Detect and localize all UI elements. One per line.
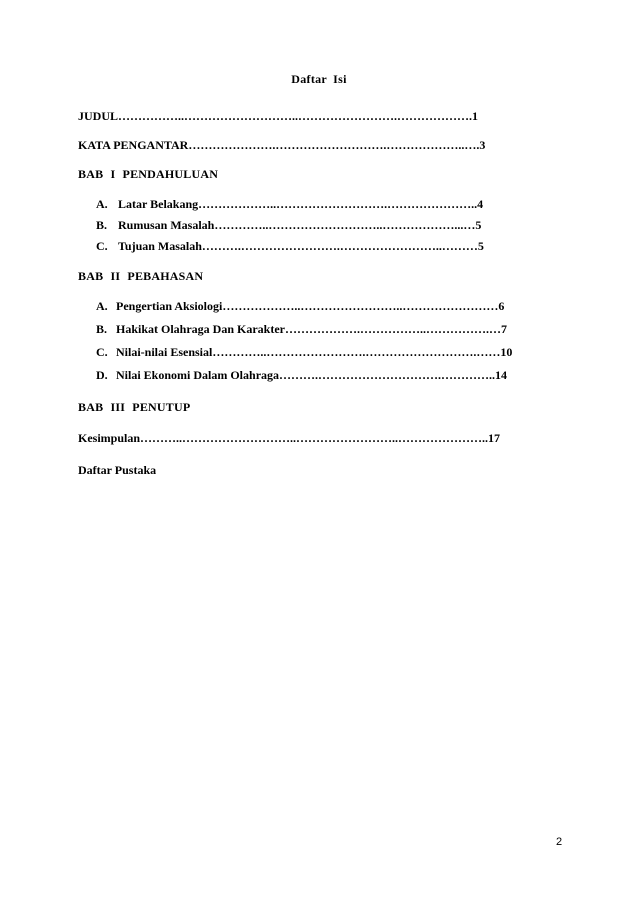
toc-sub-letter-2d: D.	[96, 368, 108, 382]
toc-sub-entry-rumusan-masalah: Rumusan Masalah…………..………………………..………………...…5	[118, 218, 482, 232]
toc-sub-entry-latar-belakang: Latar Belakang………………..……………………….…………………..4	[118, 197, 484, 211]
toc-sub-entry-nilai-esensial: Nilai-nilai Esensial…………..…………………….……………………….……10	[116, 345, 513, 359]
toc-sub-entry-hakikat-olahraga: Hakikat Olahraga Dan Karakter……………….……………..…………….…7	[116, 322, 508, 336]
toc-sub-letter-1a: A.	[96, 197, 108, 211]
toc-sub-letter-2a: A.	[96, 299, 108, 313]
toc-sub-letter-2b: B.	[96, 322, 108, 336]
toc-sub-entry-nilai-ekonomi: Nilai Ekonomi Dalam Olahraga……….………………………….…………..14	[116, 368, 508, 382]
toc-heading-bab-3: BAB III PENUTUP	[78, 400, 191, 414]
toc-entry-judul: JUDUL……………..………………………..…………………….……………….1	[78, 109, 479, 123]
toc-sub-entry-pengertian-aksiologi: Pengertian Aksiologi………………..……………………..……………………6	[116, 299, 505, 313]
toc-sub-letter-2c: C.	[96, 345, 108, 359]
toc-sub-letter-1b: B.	[96, 218, 108, 232]
page-number: 2	[556, 836, 563, 848]
toc-entry-kesimpulan: Kesimpulan………..………………………..……………………..…………………..17	[78, 431, 501, 445]
toc-heading-bab-2: BAB II PEBAHASAN	[78, 269, 204, 283]
page-title: Daftar Isi	[291, 72, 347, 86]
toc-entry-kata-pengantar: KATA PENGANTAR………………….……………………….………………..….3	[78, 138, 486, 152]
toc-sub-letter-1c: C.	[96, 239, 108, 253]
toc-heading-bab-1: BAB I PENDAHULUAN	[78, 167, 219, 181]
toc-sub-entry-tujuan-masalah: Tujuan Masalah……….…………………….……………………..………5	[118, 239, 484, 253]
toc-entry-daftar-pustaka: Daftar Pustaka	[78, 463, 157, 477]
